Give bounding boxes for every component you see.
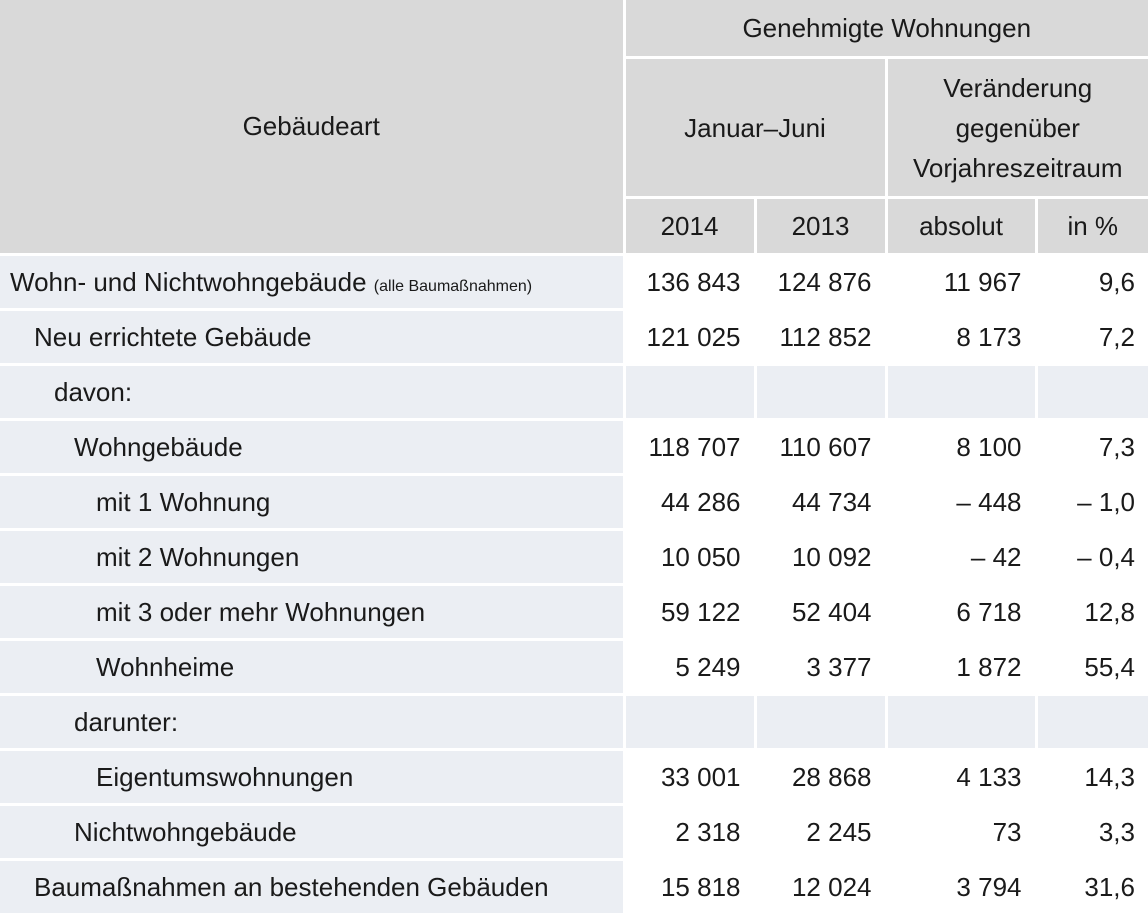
row-label: davon:: [0, 365, 624, 420]
cell-absolute: 3 794: [886, 860, 1036, 915]
year-2013-header: 2013: [755, 198, 886, 255]
table-row: [0, 860, 1148, 915]
table-row: [0, 640, 1148, 695]
row-label: Eigentumswohnungen: [0, 750, 624, 805]
row-label: darunter:: [0, 695, 624, 750]
table-row: [0, 475, 1148, 530]
change-header-line-2: gegenüber: [955, 112, 1080, 143]
empty-cell: [624, 365, 755, 420]
empty-cell: [624, 695, 755, 750]
row-label: Wohnheime: [0, 640, 624, 695]
change-header-line-3: Vorjahreszeitraum: [912, 152, 1123, 183]
table-row: [0, 365, 1148, 420]
cell-2014: 15 818: [624, 860, 755, 915]
row-label: Neu errichtete Gebäude: [0, 310, 624, 365]
percent-header: in %: [1036, 198, 1148, 255]
cell-2013: 44 734: [755, 475, 886, 530]
empty-cell: [755, 365, 886, 420]
row-label-header: Gebäudeart: [0, 0, 624, 255]
cell-2014: 5 249: [624, 640, 755, 695]
cell-percent: 7,3: [1036, 420, 1148, 475]
cell-absolute: 6 718: [886, 585, 1036, 640]
change-header: [886, 58, 1148, 198]
cell-2014: 2 318: [624, 805, 755, 860]
table-row: [0, 420, 1148, 475]
cell-2014: 136 843: [624, 255, 755, 310]
cell-2014: 33 001: [624, 750, 755, 805]
row-label: Nichtwohngebäude: [0, 805, 624, 860]
empty-cell: [755, 695, 886, 750]
table-row: [0, 310, 1148, 365]
table-row: [0, 585, 1148, 640]
cell-2014: 59 122: [624, 585, 755, 640]
cell-absolute: 8 100: [886, 420, 1036, 475]
cell-percent: 3,3: [1036, 805, 1148, 860]
cell-percent: – 0,4: [1036, 530, 1148, 585]
empty-cell: [886, 365, 1036, 420]
cell-absolute: 4 133: [886, 750, 1036, 805]
cell-percent: 9,6: [1036, 255, 1148, 310]
absolute-header: absolut: [886, 198, 1036, 255]
table-row: [0, 695, 1148, 750]
cell-2013: 124 876: [755, 255, 886, 310]
row-label: mit 1 Wohnung: [0, 475, 624, 530]
group-title-header: Genehmigte Wohnungen: [624, 0, 1148, 58]
cell-2014: 121 025: [624, 310, 755, 365]
row-label: mit 3 oder mehr Wohnungen: [0, 585, 624, 640]
row-label-note: (alle Baumaßnahmen): [373, 277, 533, 295]
cell-absolute: 8 173: [886, 310, 1036, 365]
row-label: Wohngebäude: [0, 420, 624, 475]
cell-2013: 28 868: [755, 750, 886, 805]
cell-absolute: 73: [886, 805, 1036, 860]
empty-cell: [886, 695, 1036, 750]
cell-percent: – 1,0: [1036, 475, 1148, 530]
row-label: Baumaßnahmen an bestehenden Gebäuden: [0, 860, 624, 915]
empty-cell: [1036, 695, 1148, 750]
change-header-line-1: Veränderung: [943, 72, 1093, 103]
table-row: [0, 805, 1148, 860]
cell-2013: 52 404: [755, 585, 886, 640]
table-row: [0, 530, 1148, 585]
row-label: [0, 255, 624, 310]
period-header: Januar–Juni: [624, 58, 886, 198]
cell-absolute: – 42: [886, 530, 1036, 585]
cell-2013: 12 024: [755, 860, 886, 915]
cell-percent: 7,2: [1036, 310, 1148, 365]
row-label-text: Wohn- und Nichtwohngebäude: [10, 266, 367, 297]
cell-2014: 118 707: [624, 420, 755, 475]
cell-absolute: 11 967: [886, 255, 1036, 310]
year-2014-header: 2014: [624, 198, 755, 255]
cell-2014: 10 050: [624, 530, 755, 585]
cell-percent: 14,3: [1036, 750, 1148, 805]
cell-percent: 31,6: [1036, 860, 1148, 915]
cell-2013: 10 092: [755, 530, 886, 585]
cell-2014: 44 286: [624, 475, 755, 530]
cell-percent: 12,8: [1036, 585, 1148, 640]
empty-cell: [1036, 365, 1148, 420]
cell-absolute: 1 872: [886, 640, 1036, 695]
cell-2013: 110 607: [755, 420, 886, 475]
cell-absolute: – 448: [886, 475, 1036, 530]
row-label: mit 2 Wohnungen: [0, 530, 624, 585]
table-row: [0, 750, 1148, 805]
cell-2013: 3 377: [755, 640, 886, 695]
cell-percent: 55,4: [1036, 640, 1148, 695]
cell-2013: 112 852: [755, 310, 886, 365]
cell-2013: 2 245: [755, 805, 886, 860]
table-row: [0, 255, 1148, 310]
